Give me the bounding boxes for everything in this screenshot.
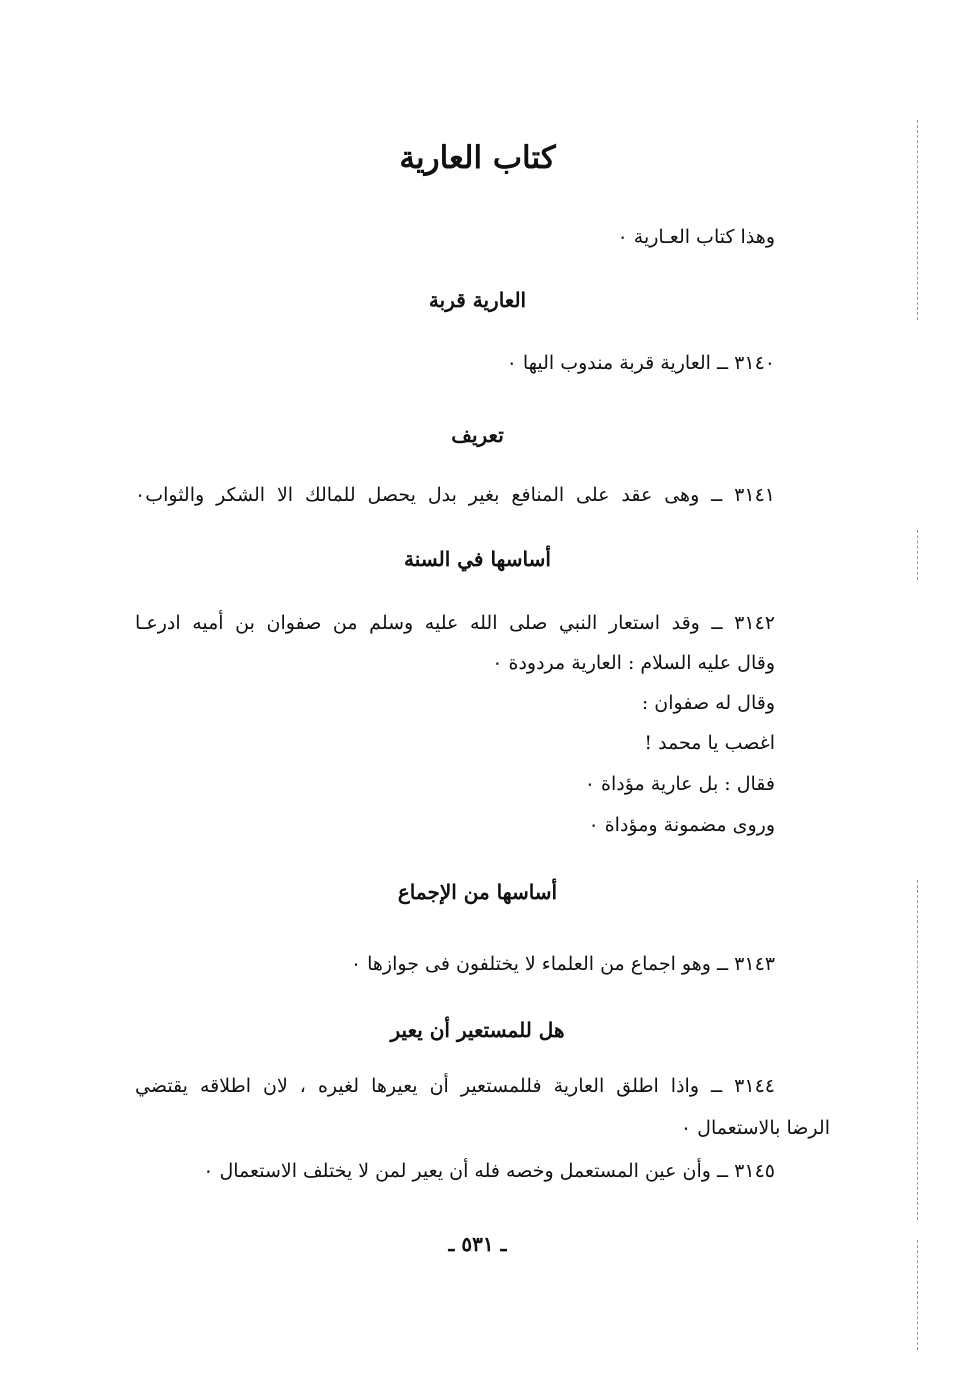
intro-line: وهذا كتاب العـارية ٠: [617, 226, 775, 248]
section-heading: تعريف: [451, 423, 504, 447]
margin-rule: [917, 880, 918, 1220]
paragraph: وروى مضمونة ومؤداة ٠: [588, 814, 775, 836]
paragraph: ٣١٤٠ ــ العارية قربة مندوب اليها ٠: [506, 352, 775, 374]
section-heading: هل للمستعير أن يعير: [390, 1018, 565, 1042]
book-title: كتاب العارية: [399, 140, 556, 176]
margin-rule: [917, 120, 918, 320]
page-number: ـ ٥٣١ ـ: [448, 1232, 507, 1256]
paragraph: الرضا بالاستعمال ٠: [680, 1117, 830, 1139]
paragraph: ٣١٤٥ ــ وأن عين المستعمل وخصه فله أن يعير لمن لا يختلف الاستعمال ٠: [203, 1160, 775, 1182]
paragraph: ٣١٤٢ ــ وقد استعار النبي صلى الله عليه وسلم من صفوان بن أميه ادرعـا: [135, 612, 775, 634]
section-heading: العارية قربة: [428, 288, 527, 312]
paragraph: اغصب يا محمد !: [644, 732, 775, 754]
paragraph: ٣١٤١ ــ وهى عقد على المنافع بغير بدل يحصل للمالك الا الشكر والثواب٠: [135, 484, 775, 506]
paragraph: فقال : بل عارية مؤداة ٠: [584, 773, 775, 795]
section-heading: أساسها من الإجماع: [397, 880, 558, 904]
paragraph: وقال له صفوان :: [641, 692, 775, 714]
margin-rule: [917, 1240, 918, 1350]
margin-rule: [917, 530, 918, 580]
section-heading: أساسها في السنة: [404, 547, 551, 571]
paragraph: ٣١٤٣ ــ وهو اجماع من العلماء لا يختلفون فى جوازها ٠: [350, 953, 775, 975]
paragraph: وقال عليه السلام : العارية مردودة ٠: [492, 652, 775, 674]
paragraph: ٣١٤٤ ــ واذا اطلق العارية فللمستعير أن يعيرها لغيره ، لان اطلاقه يقتضي: [135, 1075, 775, 1097]
